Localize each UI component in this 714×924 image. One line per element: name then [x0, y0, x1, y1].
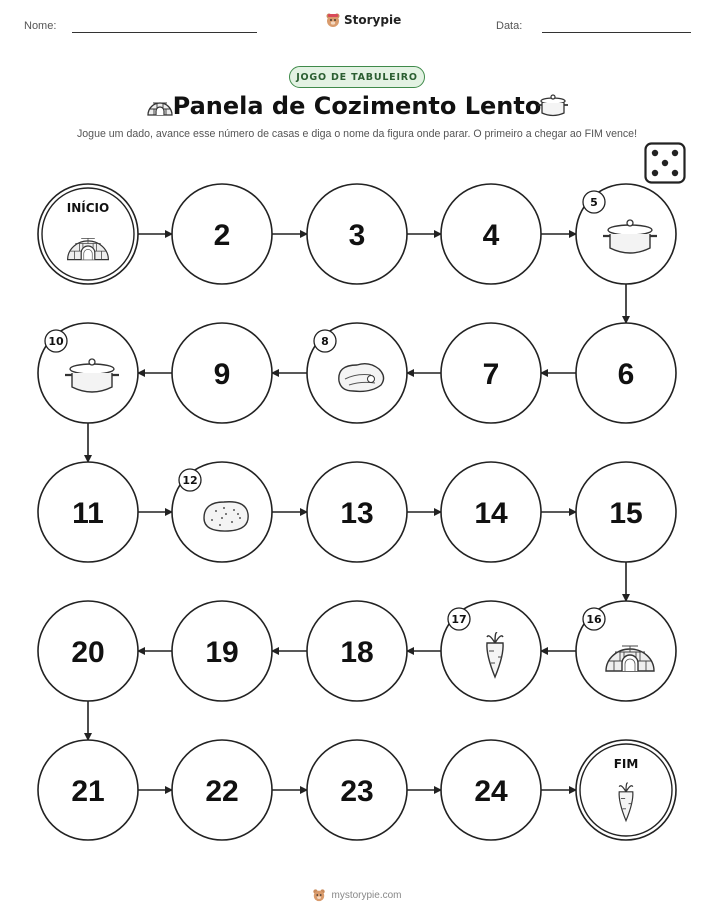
space-number: 13: [340, 497, 374, 530]
board-space[interactable]: [576, 462, 676, 562]
start-space[interactable]: [38, 184, 138, 284]
space-number: 18: [340, 636, 374, 669]
space-number: 24: [474, 775, 508, 808]
category-badge: JOGO DE TABULEIRO: [289, 66, 425, 88]
board-space[interactable]: [441, 601, 541, 701]
space-number: 16: [586, 613, 602, 626]
space-number: 2: [213, 219, 231, 252]
board-space[interactable]: [307, 601, 407, 701]
space-number: 19: [205, 636, 239, 669]
space-number: 20: [71, 636, 105, 669]
space-number: 10: [48, 335, 64, 348]
space-number: 3: [348, 219, 366, 252]
space-number: 12: [182, 474, 198, 487]
space-label: INÍCIO: [66, 201, 110, 215]
board-space[interactable]: [441, 184, 541, 284]
space-number: 21: [71, 775, 105, 808]
steak-icon: [339, 364, 384, 392]
board-space[interactable]: [307, 323, 407, 423]
footer: [0, 888, 714, 902]
space-number: 9: [213, 358, 231, 391]
space-number: 6: [617, 358, 635, 391]
instructions-text: Jogue um dado, avance esse número de casas e diga o nome da figura onde parar. O primeiro a chegar ao FIM vence!: [76, 128, 638, 140]
page-title: Panela de Cozimento Lento: [172, 92, 542, 120]
board-space[interactable]: [441, 462, 541, 562]
board-space[interactable]: [38, 462, 138, 562]
space-number: 15: [609, 497, 643, 530]
board-space[interactable]: [172, 323, 272, 423]
board-space[interactable]: [441, 323, 541, 423]
bear-icon: [312, 888, 326, 902]
board-space[interactable]: [576, 601, 676, 701]
potato-icon: [204, 502, 248, 531]
board-space[interactable]: [307, 184, 407, 284]
board-space[interactable]: [38, 323, 138, 423]
space-number: 22: [205, 775, 239, 808]
date-label: Data:: [496, 20, 523, 32]
board-space[interactable]: [172, 184, 272, 284]
space-number: 23: [340, 775, 374, 808]
board-space[interactable]: [441, 740, 541, 840]
board-space[interactable]: [307, 462, 407, 562]
space-number: 7: [482, 358, 500, 391]
space-number: 17: [451, 613, 467, 626]
name-label: Nome:: [24, 20, 57, 32]
footer-url[interactable]: mystorypie.com: [331, 889, 402, 901]
space-number: 8: [321, 335, 329, 348]
space-number: 14: [474, 497, 508, 530]
board-space[interactable]: [38, 740, 138, 840]
finish-space[interactable]: [576, 740, 676, 840]
board-space[interactable]: [576, 323, 676, 423]
board-space[interactable]: [172, 740, 272, 840]
space-number: 5: [590, 196, 598, 209]
brand-name: Storypie: [344, 13, 402, 27]
space-label: FIM: [613, 757, 639, 771]
board-space[interactable]: [38, 601, 138, 701]
board-space[interactable]: [172, 601, 272, 701]
space-number: 4: [482, 219, 500, 252]
board-space[interactable]: [307, 740, 407, 840]
space-number: 11: [72, 497, 104, 530]
board-space[interactable]: [576, 184, 676, 284]
board-space[interactable]: [172, 462, 272, 562]
